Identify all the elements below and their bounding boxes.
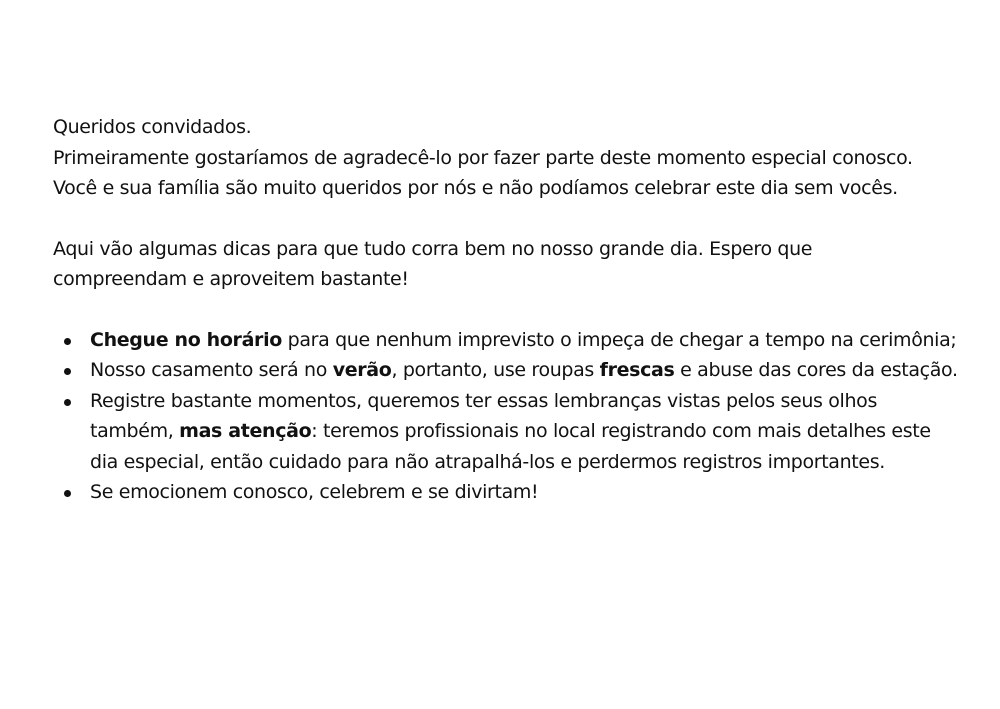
list-item [53, 355, 963, 386]
bold-phrase: mas atenção [179, 420, 312, 442]
bold-phrase: verão [332, 359, 392, 381]
bullet-dot-icon [64, 399, 71, 406]
list-item-text: e abuse das cores da estação. [674, 359, 958, 381]
list-item-text: Nosso casamento será no [90, 359, 333, 381]
document-body [53, 112, 963, 508]
intro-line-1: Primeiramente gostaríamos de agradecê-lo por fazer parte deste momento especial conosco. [53, 146, 913, 169]
bold-phrase: Chegue no horário [90, 328, 282, 351]
intro-line-2: Você e sua família são muito queridos por nós e não podíamos celebrar este dia sem vocês. [53, 177, 898, 199]
bullet-dot-icon [64, 368, 71, 375]
tips-intro-line-2: compreendam e aproveitem bastante! [53, 268, 409, 290]
tips-list [53, 325, 963, 508]
list-item-text: Registre bastante momentos, queremos ter essas lembranças vistas pelos seus olhos também, [90, 389, 877, 442]
list-item [53, 477, 963, 508]
list-item-text: para que nenhum imprevisto o impeça de chegar a tempo na cerimônia; [281, 328, 957, 351]
bullet-dot-icon [64, 490, 71, 497]
list-item-text: : teremos profissionais no local registrando com mais detalhes este dia especial, então cuidado para não atrapalhá-los e perdermos registros importantes. [90, 420, 931, 473]
paragraph-spacer [53, 204, 963, 234]
list-item [53, 325, 963, 356]
list-item-text: Se emocionem conosco, celebrem e se divirtam! [90, 481, 539, 503]
list-item-text: , portanto, use roupas [391, 359, 600, 381]
paragraph-spacer [53, 295, 963, 325]
greeting-text: Queridos convidados. [53, 116, 252, 138]
bullet-dot-icon [64, 338, 71, 345]
tips-intro-line-1: Aqui vão algumas dicas para que tudo corra bem no nosso grande dia. Espero que [53, 237, 813, 260]
list-item [53, 386, 963, 478]
bold-phrase: frescas [599, 359, 675, 381]
